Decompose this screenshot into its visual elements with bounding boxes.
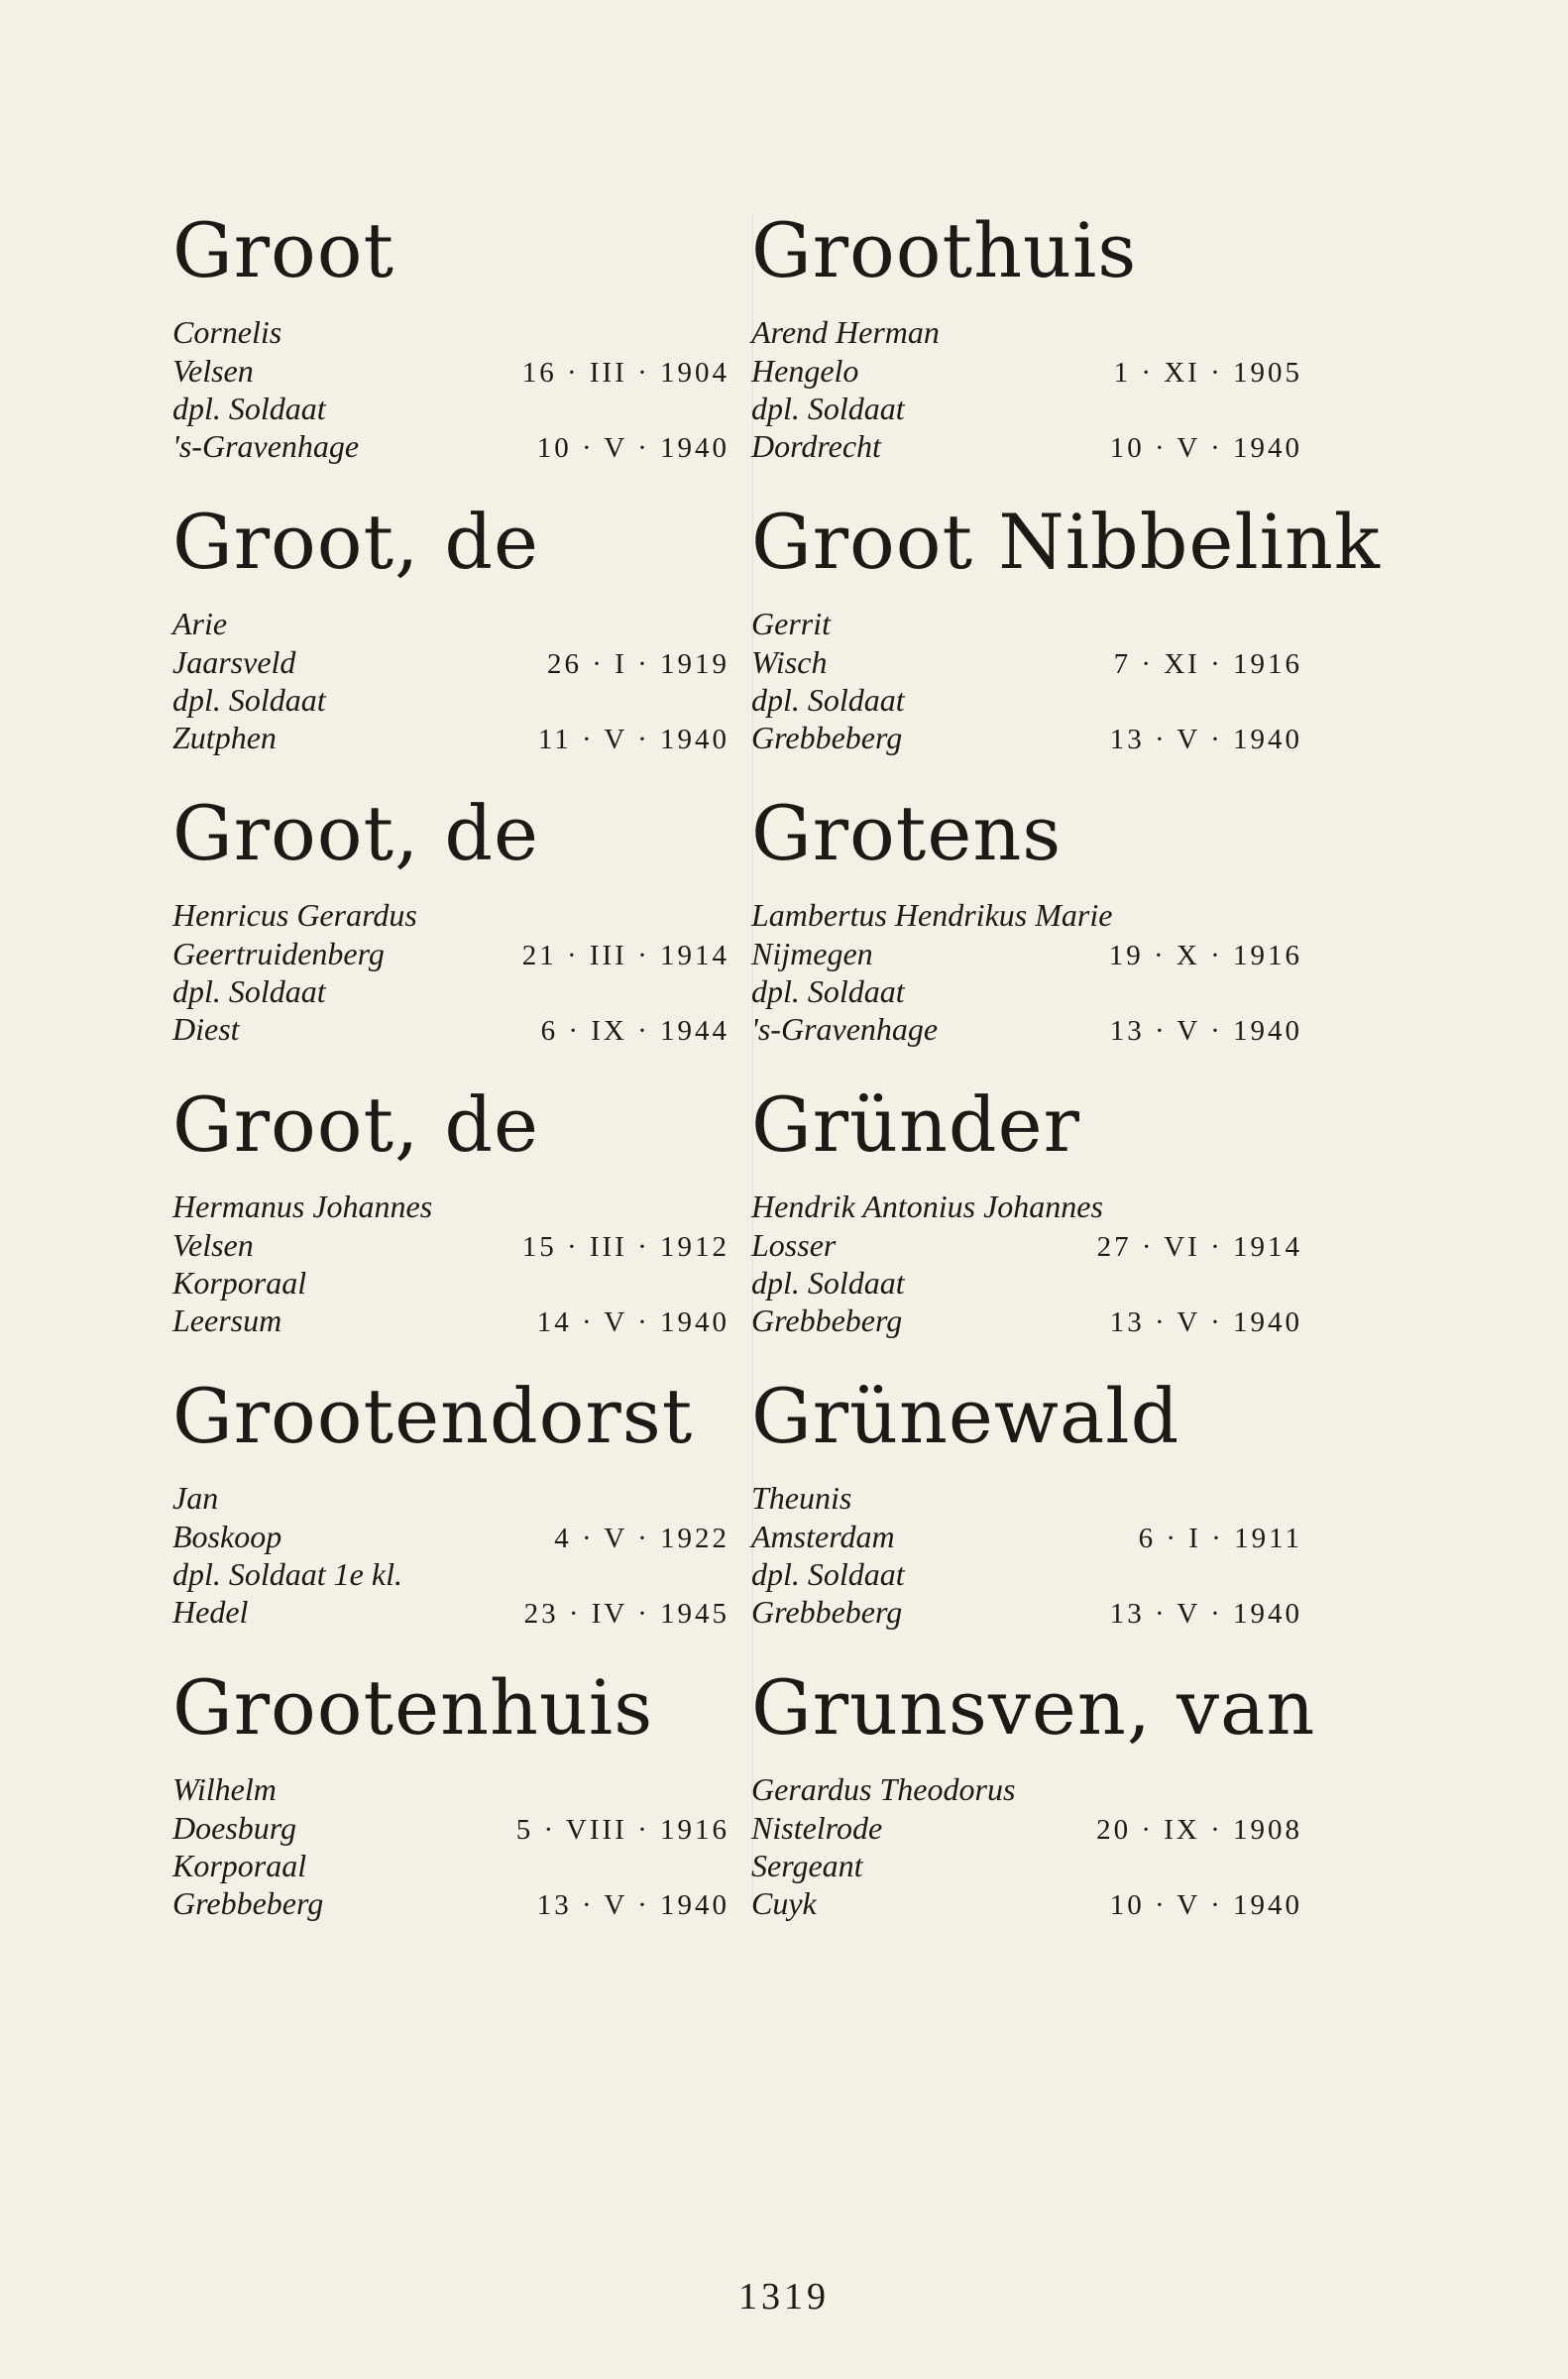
rank-row xyxy=(172,1264,729,1302)
death-place: Grebbeberg xyxy=(172,1885,324,1921)
death-row xyxy=(172,1884,729,1922)
rank: dpl. Soldaat xyxy=(172,391,326,426)
given-names: Arend Herman xyxy=(751,314,940,350)
surname-heading: Grünewald xyxy=(751,1372,1180,1460)
birth-row xyxy=(172,1518,729,1555)
death-row xyxy=(751,1010,1302,1048)
surname-heading: Grunsven, van xyxy=(751,1663,1316,1752)
death-row xyxy=(751,719,1302,756)
given-names: Henricus Gerardus xyxy=(172,897,417,933)
birth-place: Nistelrode xyxy=(751,1810,883,1846)
death-place: Leersum xyxy=(172,1303,282,1338)
birth-place: Boskoop xyxy=(172,1519,282,1554)
entry-card xyxy=(751,1660,1316,1952)
birth-place: Wisch xyxy=(751,644,828,680)
birth-place: Jaarsveld xyxy=(172,644,296,680)
death-date: 23 · IV · 1945 xyxy=(523,1598,729,1630)
birth-place: Velsen xyxy=(172,353,254,389)
birth-row xyxy=(172,352,729,390)
birth-date: 6 · I · 1911 xyxy=(1138,1523,1302,1554)
death-date: 10 · V · 1940 xyxy=(1109,1889,1302,1921)
rank: Sergeant xyxy=(751,1848,863,1883)
birth-date: 15 · III · 1912 xyxy=(521,1231,729,1263)
death-place: 's-Gravenhage xyxy=(751,1011,939,1047)
given-names: Theunis xyxy=(751,1480,852,1516)
death-date: 10 · V · 1940 xyxy=(1109,432,1302,464)
death-row xyxy=(751,1884,1302,1922)
birth-place: Nijmegen xyxy=(751,936,873,971)
death-place: Grebbeberg xyxy=(751,1303,903,1338)
surname-heading: Groothuis xyxy=(751,206,1138,294)
birth-row xyxy=(751,643,1302,681)
birth-row xyxy=(751,1809,1302,1847)
birth-row xyxy=(751,1518,1302,1555)
death-date: 6 · IX · 1944 xyxy=(540,1015,729,1047)
entry-card xyxy=(751,1077,1302,1369)
entry-card xyxy=(751,203,1302,495)
birth-date: 16 · III · 1904 xyxy=(521,357,729,389)
birth-date: 21 · III · 1914 xyxy=(521,940,729,971)
birth-date: 5 · VIII · 1916 xyxy=(515,1814,729,1846)
death-place: Zutphen xyxy=(172,720,277,755)
birth-date: 27 · VI · 1914 xyxy=(1096,1231,1302,1263)
death-date: 10 · V · 1940 xyxy=(536,432,729,464)
birth-place: Amsterdam xyxy=(751,1519,895,1554)
entry-card xyxy=(172,1660,729,1952)
rank-row xyxy=(751,390,1302,427)
surname-heading: Gründer xyxy=(751,1080,1080,1169)
page-number: 1319 xyxy=(738,2276,830,2318)
surname-heading: Groot Nibbelink xyxy=(751,498,1381,586)
given-names: Wilhelm xyxy=(172,1771,277,1807)
death-date: 13 · V · 1940 xyxy=(1109,1598,1302,1630)
rank: dpl. Soldaat xyxy=(751,1556,905,1592)
surname-heading: Groot, de xyxy=(172,1080,540,1169)
birth-row xyxy=(751,1226,1302,1264)
death-row xyxy=(751,1302,1302,1339)
birth-place: Geertruidenberg xyxy=(172,936,385,971)
given-names: Gerrit xyxy=(751,606,831,641)
birth-place: Losser xyxy=(751,1227,837,1263)
rank-row xyxy=(751,1847,1302,1884)
surname-heading: Groot xyxy=(172,206,395,294)
birth-place: Doesburg xyxy=(172,1810,297,1846)
given-names: Jan xyxy=(172,1480,219,1516)
entry-card xyxy=(172,786,729,1077)
death-row xyxy=(172,1010,729,1048)
birth-date: 4 · V · 1922 xyxy=(554,1523,729,1554)
death-row xyxy=(172,427,729,465)
rank-row xyxy=(751,972,1302,1010)
birth-date: 7 · XI · 1916 xyxy=(1113,648,1302,680)
birth-row xyxy=(751,352,1302,390)
birth-date: 20 · IX · 1908 xyxy=(1096,1814,1302,1846)
given-names: Cornelis xyxy=(172,314,282,350)
birth-row xyxy=(172,1226,729,1264)
death-date: 13 · V · 1940 xyxy=(1109,1015,1302,1047)
death-place: Grebbeberg xyxy=(751,1594,903,1630)
entry-card xyxy=(172,1077,729,1369)
death-date: 11 · V · 1940 xyxy=(537,724,729,755)
entry-card xyxy=(172,495,729,786)
rank-row xyxy=(172,681,729,719)
surname-heading: Grotens xyxy=(751,789,1063,877)
death-row xyxy=(172,719,729,756)
death-place: Hedel xyxy=(172,1594,249,1630)
rank: dpl. Soldaat xyxy=(172,682,326,718)
birth-date: 19 · X · 1916 xyxy=(1108,940,1302,971)
death-place: Grebbeberg xyxy=(751,720,903,755)
death-row xyxy=(172,1302,729,1339)
rank: dpl. Soldaat xyxy=(172,973,326,1009)
rank-row xyxy=(172,1847,729,1884)
left-column xyxy=(172,203,729,1952)
rank: dpl. Soldaat xyxy=(751,391,905,426)
given-names: Arie xyxy=(172,606,228,641)
death-row xyxy=(751,427,1302,465)
death-place: Cuyk xyxy=(751,1885,817,1921)
surname-heading: Grootenhuis xyxy=(172,1663,654,1752)
birth-date: 26 · I · 1919 xyxy=(547,648,729,680)
entry-card xyxy=(751,495,1381,786)
death-place: 's-Gravenhage xyxy=(172,428,360,464)
death-row xyxy=(172,1593,729,1631)
right-column xyxy=(751,203,1381,1952)
birth-row xyxy=(172,643,729,681)
given-names: Hendrik Antonius Johannes xyxy=(751,1189,1103,1224)
entry-card xyxy=(751,1369,1302,1660)
death-date: 13 · V · 1940 xyxy=(1109,724,1302,755)
rank-row xyxy=(172,1555,729,1593)
entry-card xyxy=(751,786,1302,1077)
entry-card xyxy=(172,1369,729,1660)
birth-row xyxy=(172,935,729,972)
rank: Korporaal xyxy=(172,1265,307,1301)
death-date: 13 · V · 1940 xyxy=(1109,1306,1302,1338)
birth-place: Velsen xyxy=(172,1227,254,1263)
given-names: Hermanus Johannes xyxy=(172,1189,433,1224)
death-place: Diest xyxy=(172,1011,240,1047)
rank: dpl. Soldaat xyxy=(751,682,905,718)
entry-card xyxy=(172,203,729,495)
surname-heading: Grootendorst xyxy=(172,1372,694,1460)
birth-date: 1 · XI · 1905 xyxy=(1113,357,1302,389)
given-names: Lambertus Hendrikus Marie xyxy=(751,897,1113,933)
death-date: 13 · V · 1940 xyxy=(536,1889,729,1921)
surname-heading: Groot, de xyxy=(172,498,540,586)
death-row xyxy=(751,1593,1302,1631)
rank-row xyxy=(751,1264,1302,1302)
birth-row xyxy=(172,1809,729,1847)
death-place: Dordrecht xyxy=(751,428,881,464)
rank-row xyxy=(751,681,1302,719)
surname-heading: Groot, de xyxy=(172,789,540,877)
birth-row xyxy=(751,935,1302,972)
rank: dpl. Soldaat xyxy=(751,973,905,1009)
rank: dpl. Soldaat xyxy=(751,1265,905,1301)
rank-row xyxy=(172,972,729,1010)
death-date: 14 · V · 1940 xyxy=(536,1306,729,1338)
birth-place: Hengelo xyxy=(751,353,859,389)
rank-row xyxy=(751,1555,1302,1593)
rank: Korporaal xyxy=(172,1848,307,1883)
rank: dpl. Soldaat 1e kl. xyxy=(172,1556,402,1592)
given-names: Gerardus Theodorus xyxy=(751,1771,1016,1807)
rank-row xyxy=(172,390,729,427)
